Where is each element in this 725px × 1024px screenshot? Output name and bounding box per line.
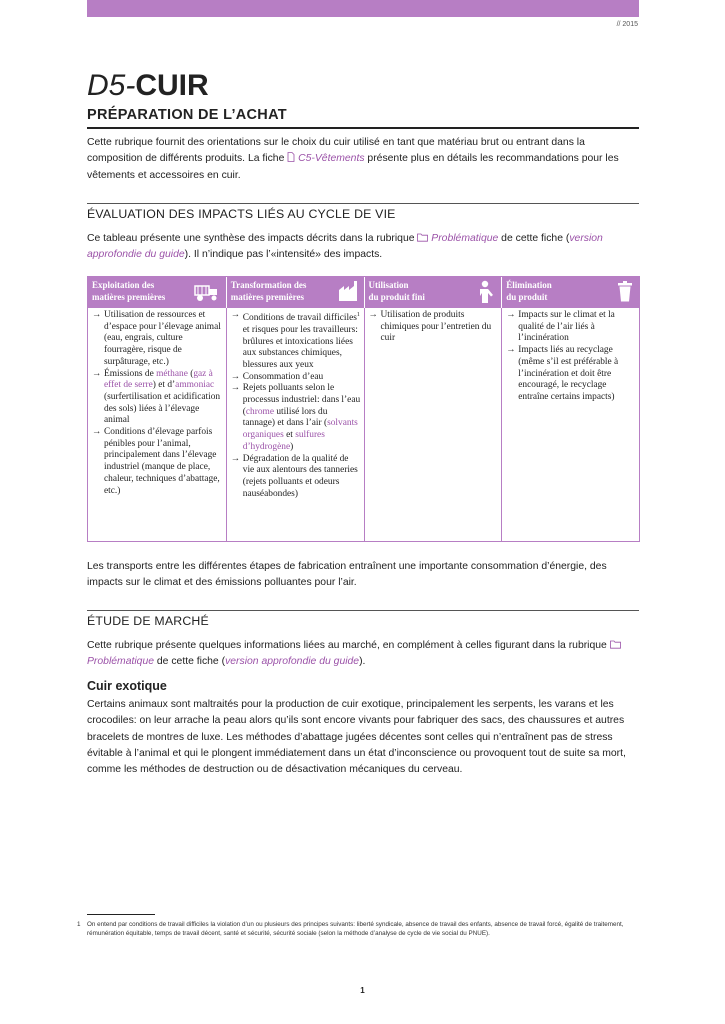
list-item: → Conditions d’élevage parfois pénibles pour l’animal, principalement dans l’élevage industriel (manque de place, chaleur, techniques d’abattage, etc.) xyxy=(92,427,223,497)
header-elimination-line1: Élimination xyxy=(506,280,552,290)
footnote-ref[interactable]: 1 xyxy=(356,312,360,318)
list-item xyxy=(92,369,223,428)
item-text: et risques pour les travailleurs: brûlures et intoxications liées aux substances chimiques, blessures aux yeux xyxy=(242,324,358,370)
item-text: Conditions de travail difficiles xyxy=(242,313,357,324)
list-item: → Utilisation de produits chimiques pour l’entretien du cuir xyxy=(369,310,499,345)
transport-paragraph: Les transports entre les différentes étapes de fabrication entraînent une importante consommation d’énergie, des impacts sur le climat et des émissions polluantes pour l’air. xyxy=(87,561,607,589)
list-item: → Impacts liés au recyclage (même s’il est préférable à l’incinération et doit être encouragé, le recyclage entraîne certains impacts) xyxy=(506,345,636,404)
tractor-icon xyxy=(194,282,220,302)
intro-text-2: présente plus en détails les recommandations pour les vêtements et accessoires en cuir. xyxy=(87,153,619,181)
link-problematique[interactable]: Problématique xyxy=(87,656,155,668)
subheading-cuir-exotique: Cuir exotique xyxy=(87,679,167,693)
list-item: → Utilisation de ressources et d’espace pour l’élevage animal (eau, engrais, culture fourragère, risque de surpâturage, etc.) xyxy=(92,310,223,369)
header-utilisation-line2: du produit fini xyxy=(368,292,425,302)
item-text: Émissions de xyxy=(104,368,157,379)
list-item xyxy=(231,310,361,372)
market-text-1: Cette rubrique présente quelques informations liées au marché, en complément à celles figurant dans la rubrique xyxy=(87,640,610,651)
section-heading-market: ÉTUDE DE MARCHÉ xyxy=(87,610,639,628)
column-elimination xyxy=(501,308,639,541)
year-label: // 2015 xyxy=(616,21,638,28)
list-item: → Dégradation de la qualité de vie aux alentours des tanneries (rejets polluants et odeurs nauséabondes) xyxy=(231,454,361,501)
intro-text-1: Cette rubrique fournit des orientations sur le choix du cuir utilisé en tant que matériau brut ou entrant dans la composition de différents produits. La fiche xyxy=(87,137,585,165)
item-text: (surfertilisation et acidification des sols) liées à l’élevage animal xyxy=(104,391,221,426)
column-exploitation xyxy=(88,308,226,541)
term-solvants-organiques[interactable]: solvants organiques xyxy=(242,418,358,441)
item-text: Rejets polluants selon le processus industriel: dans l’eau ( xyxy=(242,383,361,417)
title-name: CUIR xyxy=(135,69,209,102)
footnote xyxy=(77,920,639,938)
header-elimination-line2: du produit xyxy=(506,292,548,302)
item-text: ) xyxy=(290,441,294,452)
lifecycle-impacts-table xyxy=(87,276,640,542)
column-transformation xyxy=(226,308,364,541)
impacts-text-3: ). Il n’indique pas l’«intensité» des impacts. xyxy=(184,249,383,261)
exotic-paragraph: Certains animaux sont maltraités pour la production de cuir exotique, principalement les serpents, les varans et les crocodiles: on leur arrache la peau alors qu’ils sont encore vivants pour fabriquer des sacs, des chaussures et autres bracelets de montres de luxe. Les méthodes d’abattage jugées décentes sont celles qui n’entraînent pas de stress évitable à l’animal et qui le plongent immédiatement dans un état d’inconscience ou provoquent tout de suite sa mort, comme les méthodes de destruction ou de désactivation mécaniques du cerveau. xyxy=(87,699,626,776)
header-color-bar xyxy=(87,0,639,17)
link-version-approfondie[interactable]: version approfondie du guide xyxy=(225,656,360,668)
table-header-row xyxy=(88,277,639,308)
section-heading-impacts: ÉVALUATION DES IMPACTS LIÉS AU CYCLE DE VIE xyxy=(87,203,639,221)
link-c5-vetements[interactable]: C5-Vêtements xyxy=(298,153,365,165)
header-elimination xyxy=(501,277,639,308)
table-body-row xyxy=(88,308,639,541)
market-text-3: ). xyxy=(359,656,366,668)
title-code: D5- xyxy=(87,69,136,102)
market-text-2: de cette fiche ( xyxy=(154,656,226,668)
link-problematique[interactable]: Problématique xyxy=(431,233,499,244)
list-item: → Impacts sur le climat et la qualité de l’air liés à l’incinération xyxy=(506,310,636,345)
header-exploitation-line2: matières premières xyxy=(92,292,166,302)
intro-paragraph xyxy=(87,135,639,184)
item-text: utilisé lors du tannage) et dans l’air ( xyxy=(242,406,328,429)
item-text: et xyxy=(283,430,296,441)
header-utilisation-line1: Utilisation xyxy=(368,280,409,290)
list-item xyxy=(231,383,361,453)
column-utilisation xyxy=(364,308,502,541)
impacts-text-1: Ce tableau présente une synthèse des impacts décrits dans la rubrique xyxy=(87,233,418,244)
header-exploitation-line1: Exploitation des xyxy=(92,280,155,290)
term-methane[interactable]: méthane xyxy=(156,368,188,379)
document-icon xyxy=(287,152,295,162)
impacts-intro xyxy=(87,231,639,264)
footnote-text: On entend par conditions de travail difficiles la violation d’un ou plusieurs des principes suivants: liberté syndicale, absence de travail des enfants, absence de travail forcé, égalité de traitement, rémunération équitable, temps de travail décent, santé et sécurité, sécurité sociale (selon la méthode d’analyse de cycle de vie social du PNUE). xyxy=(87,921,624,937)
list-item: → Consommation d’eau xyxy=(231,372,361,384)
term-sulfures-hydrogene[interactable]: sulfures d’hydrogène xyxy=(242,430,325,452)
page-number: 1 xyxy=(360,986,365,995)
link-version-approfondie[interactable]: version approfondie du guide xyxy=(87,233,603,261)
folder-icon xyxy=(417,232,428,242)
term-ammoniac[interactable]: ammoniac xyxy=(175,380,215,391)
term-chrome[interactable]: chrome xyxy=(245,406,274,417)
person-icon xyxy=(477,280,495,304)
page-title xyxy=(87,68,209,104)
term-gaz-effet-serre[interactable]: gaz à effet de serre xyxy=(104,368,213,391)
header-exploitation xyxy=(88,277,226,308)
market-intro xyxy=(87,638,639,671)
factory-icon xyxy=(338,280,358,302)
bin-icon xyxy=(617,281,633,303)
header-utilisation xyxy=(364,277,502,308)
footnote-number: 1 xyxy=(77,921,81,928)
header-transformation-line1: Transformation des xyxy=(230,280,307,290)
header-transformation xyxy=(226,277,364,308)
item-text: ) et d’ xyxy=(152,380,176,391)
impacts-text-2: de cette fiche ( xyxy=(498,233,570,244)
item-text: ( xyxy=(190,368,194,379)
page-subtitle: PRÉPARATION DE L’ACHAT xyxy=(87,107,639,129)
header-transformation-line2: matières premières xyxy=(230,292,304,302)
folder-icon xyxy=(610,639,621,649)
footnote-separator xyxy=(87,914,155,915)
